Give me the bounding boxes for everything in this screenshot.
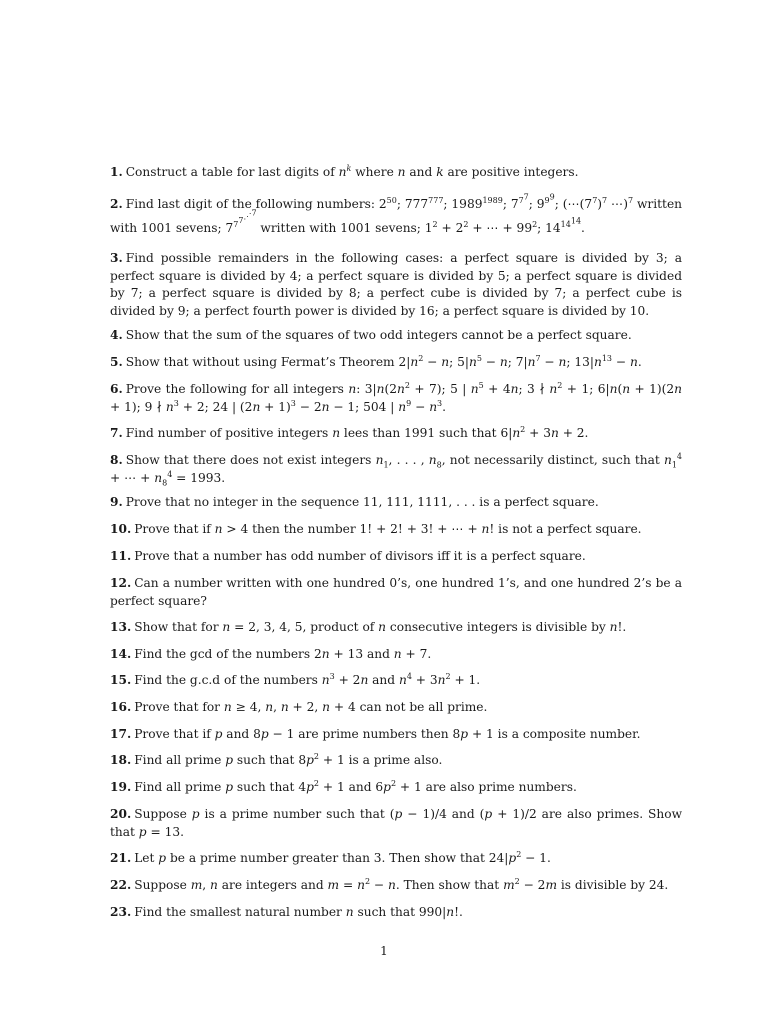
problem-number: 2. bbox=[110, 197, 123, 211]
problem-number: 21. bbox=[110, 851, 132, 865]
problem-17 bbox=[110, 726, 682, 744]
problem-20 bbox=[110, 806, 682, 841]
problem-text: Find the smallest natural number n such that 990|n!. bbox=[134, 905, 463, 919]
problem-number: 5. bbox=[110, 355, 123, 369]
problem-23 bbox=[110, 904, 682, 922]
problem-text: Prove that for n ≥ 4, n, n + 2, n + 4 can not be all prime. bbox=[134, 700, 488, 714]
problem-text: Find all prime p such that $4p^2 + 1$ and $6p^2 + 1$ are also prime numbers. bbox=[134, 778, 577, 794]
problem-text: Suppose m, n are integers and $m = n^2 - n$. Then show that $m^2 - 2m$ is divisible by 24. bbox=[134, 876, 669, 892]
problem-number: 1. bbox=[110, 165, 123, 179]
problem-3 bbox=[110, 250, 682, 320]
problem-number: 16. bbox=[110, 700, 132, 714]
problem-number: 22. bbox=[110, 878, 132, 892]
problem-number: 17. bbox=[110, 727, 132, 741]
problem-number: 11. bbox=[110, 549, 132, 563]
problem-text: Prove that a number has odd number of divisors iff it is a perfect square. bbox=[134, 549, 586, 563]
problem-text: Find the gcd of the numbers 2n + 13 and n + 7. bbox=[134, 647, 432, 661]
problem-text: Prove the following for all integers n: $3|n(2n^2 + 7)$; 5 | $n^5 + 4n$; 3 ∤ $n^2 + 1$; 6|n(n + 1)(2n + 1); 9 ∤ $n^3 + 2$; 24 | $(2n + 1)^3 - 2n - 1$; 504 | $n^9 - n^3$. bbox=[110, 380, 683, 414]
problem-19 bbox=[110, 779, 682, 797]
problem-10 bbox=[110, 521, 682, 539]
problem-text: Let p be a prime number greater than 3. Then show that $24|p^2 - 1$. bbox=[134, 849, 551, 865]
problem-text: Show that the sum of the squares of two odd integers cannot be a perfect square. bbox=[125, 328, 632, 342]
problem-2 bbox=[110, 192, 683, 237]
problem-number: 6. bbox=[110, 382, 123, 396]
problem-text: Show that without using Fermat’s Theorem $2|n^2 - n$; $5|n^5 - n$; $7|n^7 - n$; $13|n^{13} - n$. bbox=[125, 353, 642, 369]
problem-number: 23. bbox=[110, 905, 132, 919]
problem-number: 9. bbox=[110, 495, 123, 509]
problem-text: Can a number written with one hundred 0’s, one hundred 1’s, and one hundred 2’s be a perfect square? bbox=[110, 576, 682, 608]
problem-11 bbox=[110, 548, 682, 566]
problem-7 bbox=[110, 425, 682, 443]
problem-18 bbox=[110, 752, 682, 770]
problem-text: Show that there does not exist integers $n_1$, . . . , $n_8$, not necessarily distinct, such that $n_1^4$ + ⋯ + $n_8^4 = 1993$. bbox=[110, 451, 682, 488]
problem-text: Prove that no integer in the sequence 11, 111, 1111, . . . is a perfect square. bbox=[125, 495, 599, 509]
problem-4 bbox=[110, 327, 682, 345]
problem-text: Suppose p is a prime number such that (p − 1)/4 and (p + 1)/2 are also primes. Show that p = 13. bbox=[110, 807, 682, 839]
problem-number: 20. bbox=[110, 807, 132, 821]
problem-number: 7. bbox=[110, 426, 123, 440]
problem-number: 14. bbox=[110, 647, 132, 661]
problem-15 bbox=[110, 672, 682, 690]
problem-text: Prove that if p and 8p − 1 are prime numbers then 8p + 1 is a composite number. bbox=[134, 727, 641, 741]
problem-number: 12. bbox=[110, 576, 132, 590]
problem-number: 3. bbox=[110, 251, 123, 265]
problem-number: 8. bbox=[110, 453, 123, 467]
problem-13 bbox=[110, 619, 682, 637]
problem-16 bbox=[110, 699, 682, 717]
problem-number: 4. bbox=[110, 328, 123, 342]
problem-number: 19. bbox=[110, 780, 132, 794]
problem-number: 15. bbox=[110, 673, 132, 687]
problem-22 bbox=[110, 877, 682, 895]
problem-text: Find last digit of the following numbers: $2^{50}$; $777^{777}$; $1989^{1989}$; $7^{7^7}$; $9^{9^9}$; ($\cdots(7^7)^7$ ⋯)$^7$ written with 1001 sevens; $7^{7^{7^{⋰^7}}}$ written with 1001 sevens; $1^2 + 2^2$ + ⋯ + $99^2$; $14^{14^{14}}$. bbox=[110, 192, 683, 235]
problem-9 bbox=[110, 494, 682, 512]
problem-text: Prove that if n > 4 then the number 1! + 2! + 3! + ⋯ + n! is not a perfect square. bbox=[134, 522, 642, 536]
problem-number: 13. bbox=[110, 620, 132, 634]
problem-number: 10. bbox=[110, 522, 132, 536]
problem-14 bbox=[110, 646, 682, 664]
problem-text: Find all prime p such that $8p^2 + 1$ is a prime also. bbox=[134, 751, 443, 767]
page-number: 1 bbox=[380, 944, 388, 958]
problem-8 bbox=[110, 452, 682, 487]
problem-12 bbox=[110, 575, 682, 610]
problem-6 bbox=[110, 381, 682, 416]
problem-1 bbox=[110, 164, 682, 182]
problem-text: Find number of positive integers n lees than 1991 such that $6|n^2 + 3n + 2$. bbox=[125, 424, 589, 440]
problem-5 bbox=[110, 354, 682, 372]
problem-text: Show that for n = 2, 3, 4, 5, product of n consecutive integers is divisible by n!. bbox=[134, 620, 627, 634]
problem-number: 18. bbox=[110, 753, 132, 767]
problem-text: Find the g.c.d of the numbers $n^3 + 2n$ and $n^4 + 3n^2 + 1$. bbox=[134, 671, 481, 687]
problem-21 bbox=[110, 850, 682, 868]
problem-text: Find possible remainders in the following cases: a perfect square is divided by 3; a perfect square is divided by 4; a perfect square is divided by 5; a perfect square is divided by 7; a perfect square is divided by 8; a perfect cube is divided by 7; a perfect cube is divided by 9; a perfect fourth power is divided by 16; a perfect square is divided by 10. bbox=[110, 251, 682, 318]
problem-text: Construct a table for last digits of $n^k$ where n and k are positive integers. bbox=[125, 163, 579, 179]
